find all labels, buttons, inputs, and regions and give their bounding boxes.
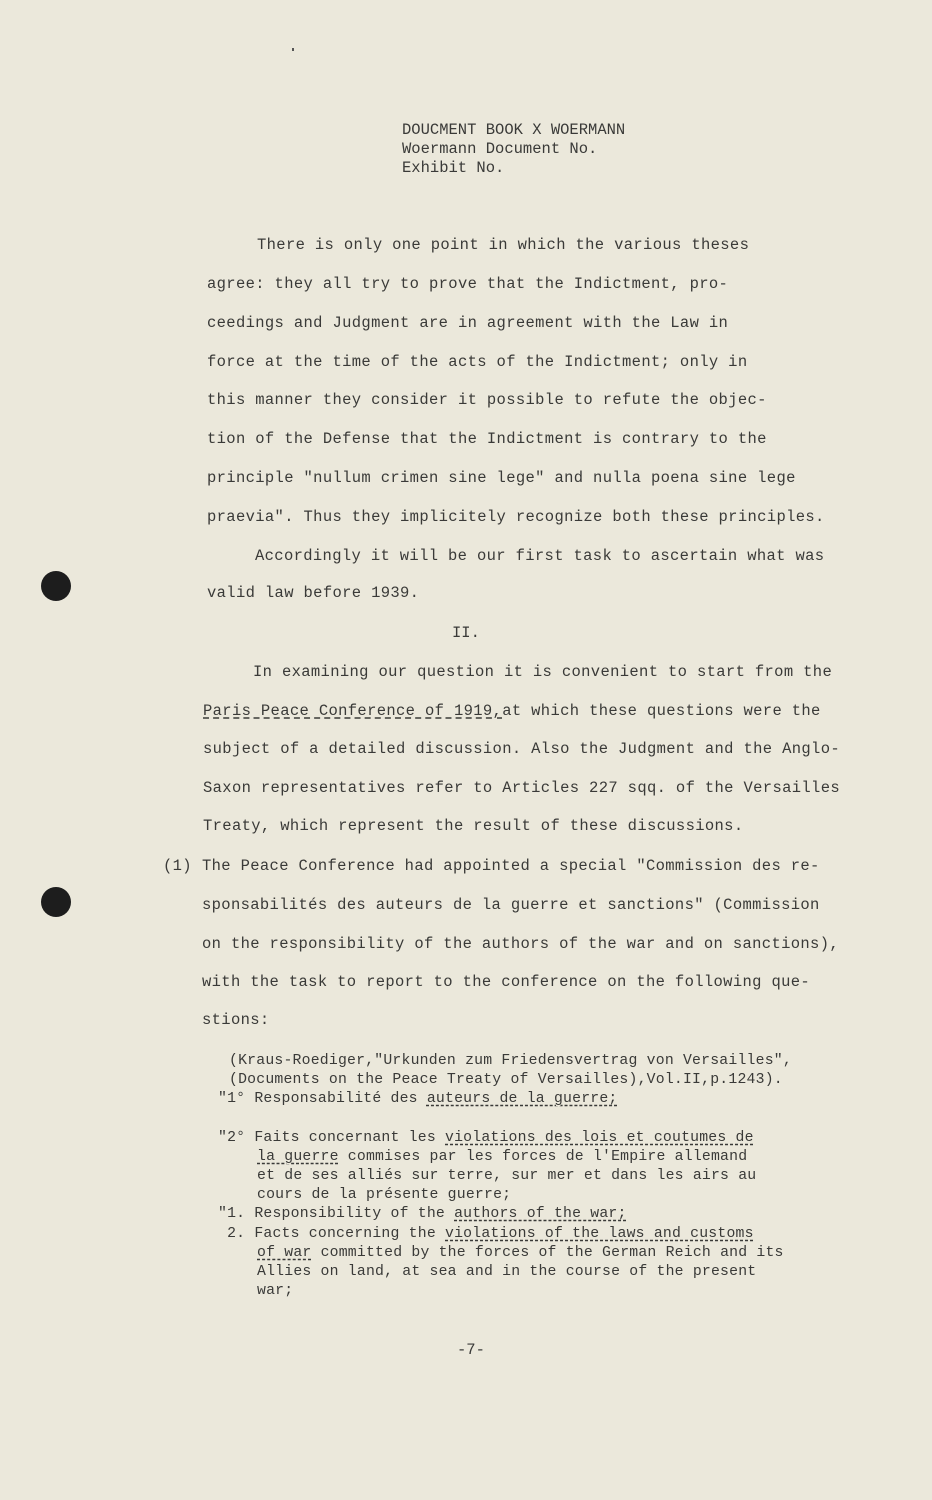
para3-line: Paris Peace Conference of 1919,at which these questions were the xyxy=(203,702,821,720)
para3-line: In examining our question it is convenient to start from the xyxy=(253,663,833,681)
underlined-text: auteurs de la guerre; xyxy=(426,1091,618,1107)
punch-hole-icon xyxy=(41,887,71,917)
para2-line: valid law before 1939. xyxy=(207,584,420,602)
para4-line: sponsabilités des auteurs de la guerre et sanctions" (Commission xyxy=(202,896,820,914)
french-item-2-line: la guerre commises par les forces de l'Empire allemand xyxy=(257,1149,748,1165)
english-item-1: "1. Responsibility of the authors of the war; xyxy=(218,1206,627,1222)
french-item-1: "1° Responsabilité des auteurs de la guerre; xyxy=(218,1091,618,1107)
para1-line: ceedings and Judgment are in agreement with the Law in xyxy=(207,314,729,332)
para1-line: force at the time of the acts of the Indictment; only in xyxy=(207,353,748,371)
english-item-2-line: Allies on land, at sea and in the course of the present xyxy=(257,1264,757,1280)
header-book: DOUCMENT BOOK X WOERMANN xyxy=(402,121,626,139)
para3-line: Treaty, which represent the result of these discussions. xyxy=(203,817,744,835)
document-header xyxy=(402,121,625,178)
paragraph-marker: (1) xyxy=(163,857,192,875)
header-document-no: Woermann Document No. xyxy=(402,140,598,158)
para1-line: praevia". Thus they implicitely recognize both these principles. xyxy=(207,508,825,526)
header-exhibit-no: Exhibit No. xyxy=(402,159,505,177)
para1-line: principle "nullum crimen sine lege" and nulla poena sine lege xyxy=(207,469,796,487)
para1-line: agree: they all try to prove that the Indictment, pro- xyxy=(207,275,729,293)
french-item-2: "2° Faits concernant les violations des lois et coutumes de xyxy=(218,1130,754,1146)
para4-line: stions: xyxy=(202,1011,270,1029)
english-item-2-line: of war committed by the forces of the German Reich and its xyxy=(257,1245,784,1261)
para1-line: this manner they consider it possible to refute the objec- xyxy=(207,391,767,409)
para3-line: Saxon representatives refer to Articles 227 sqq. of the Versailles xyxy=(203,779,840,797)
underlined-text: violations of the laws and customs xyxy=(445,1226,754,1242)
para4-line: The Peace Conference had appointed a special "Commission des re- xyxy=(202,857,820,875)
english-item-2-line: war; xyxy=(257,1283,294,1299)
para1-line: There is only one point in which the various theses xyxy=(257,236,750,254)
section-heading: II. xyxy=(452,624,480,642)
underlined-text: la guerre xyxy=(257,1149,339,1165)
english-item-2: 2. Facts concerning the violations of the laws and customs xyxy=(218,1226,754,1242)
citation-line: (Kraus-Roediger,"Urkunden zum Friedensvertrag von Versailles", xyxy=(229,1053,792,1069)
punch-hole-icon xyxy=(41,571,71,601)
para3-line: subject of a detailed discussion. Also the Judgment and the Anglo- xyxy=(203,740,840,758)
para4-line: with the task to report to the conference on the following que- xyxy=(202,973,811,991)
underlined-text: authors of the war; xyxy=(454,1206,627,1222)
para2-line: Accordingly it will be our first task to ascertain what was xyxy=(255,547,825,565)
french-item-2-line: et de ses alliés sur terre, sur mer et dans les airs au xyxy=(257,1168,757,1184)
underlined-text: of war xyxy=(257,1245,312,1261)
underlined-text: Paris Peace Conference of 1919, xyxy=(203,702,503,720)
underlined-text: violations des lois et coutumes de xyxy=(445,1130,754,1146)
page-number: -7- xyxy=(457,1341,485,1359)
para4-line: on the responsibility of the authors of the war and on sanctions), xyxy=(202,935,839,953)
citation-line: (Documents on the Peace Treaty of Versailles),Vol.II,p.1243). xyxy=(229,1072,783,1088)
french-item-2-line: cours de la présente guerre; xyxy=(257,1187,512,1203)
para1-line: tion of the Defense that the Indictment is contrary to the xyxy=(207,430,767,448)
ink-speck xyxy=(292,48,294,51)
